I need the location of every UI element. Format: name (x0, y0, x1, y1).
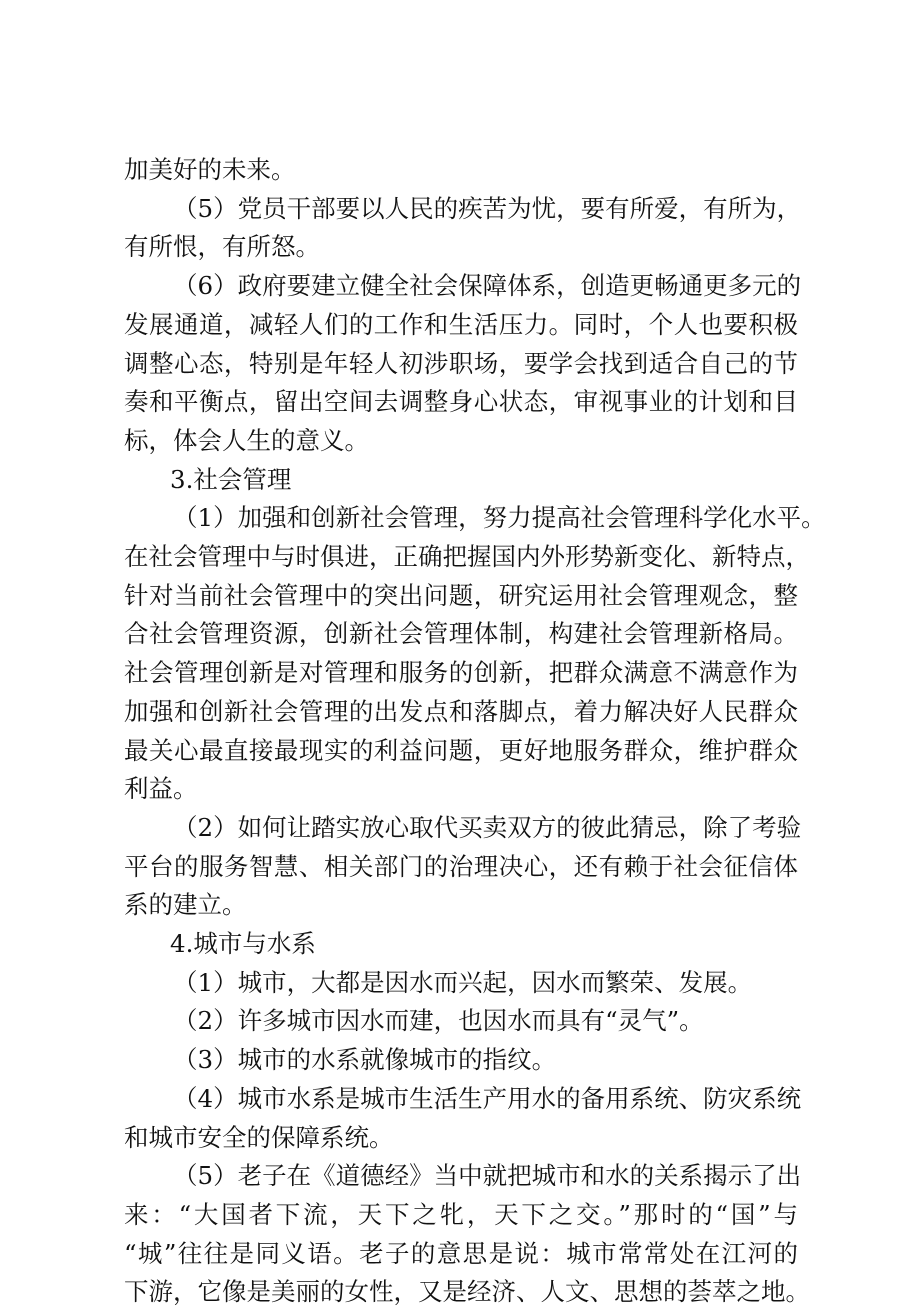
paragraph (124, 1041, 798, 1080)
paragraph (124, 1002, 798, 1041)
text-line: 系的建立。 (124, 890, 247, 920)
paragraph (124, 499, 826, 809)
paragraph (124, 190, 802, 267)
text-line: 合社会管理资源，创新社会管理体制，构建社会管理新格局。 (124, 619, 798, 649)
text-line: 奏和平衡点，留出空间去调整身心状态，审视事业的计划和目 (124, 387, 798, 417)
text-line: 利益。 (124, 774, 198, 804)
text-line: 标，体会人生的意义。 (124, 425, 369, 455)
text-line: 在社会管理中与时俱进，正确把握国内外形势新变化、新特点， (124, 542, 810, 572)
text-line: （5）老子在《道德经》当中就把城市和水的关系揭示了出 (173, 1161, 802, 1191)
text-line: 加强和创新社会管理的出发点和落脚点，着力解决好人民群众 (124, 696, 798, 726)
paragraph (124, 151, 798, 190)
text-line: 社会管理创新是对管理和服务的创新，把群众满意不满意作为 (124, 658, 798, 688)
text-line: （1）城市，大都是因水而兴起，因水而繁荣、发展。 (173, 967, 753, 997)
text-line: 发展通道，减轻人们的工作和生活压力。同时，个人也要积极 (124, 309, 798, 339)
paragraph (124, 267, 802, 461)
text-line: 下游，它像是美丽的女性，又是经济、人文、思想的荟萃之地。 (124, 1277, 810, 1307)
section-heading (124, 461, 798, 500)
text-line: 最关心最直接最现实的利益问题，更好地服务群众，维护群众 (124, 735, 798, 765)
text-line: 和城市安全的保障系统。 (124, 1122, 394, 1152)
text-line: 有所恨，有所怒。 (124, 232, 320, 262)
document-body (124, 151, 826, 1312)
text-line: （2）许多城市因水而建，也因水而具有“灵气”。 (173, 1006, 704, 1036)
text-line: （2）如何让踏实放心取代买卖双方的彼此猜忌，除了考验 (173, 812, 802, 842)
text-line: 4.城市与水系 (170, 929, 316, 959)
text-line: （1）加强和创新社会管理，努力提高社会管理科学化水平。 (173, 503, 826, 533)
text-line: 来：“大国者下流，天下之牝，天下之交。”那时的“国”与 (124, 1199, 798, 1229)
paragraph (124, 964, 798, 1003)
paragraph (124, 1080, 802, 1157)
text-line: 加美好的未来。 (124, 155, 296, 184)
text-line: 3.社会管理 (170, 464, 292, 494)
text-line: （6）政府要建立健全社会保障体系，创造更畅通更多元的 (173, 271, 802, 301)
text-line: （4）城市水系是城市生活生产用水的备用系统、防灾系统 (173, 1083, 802, 1113)
text-line: 针对当前社会管理中的突出问题，研究运用社会管理观念，整 (124, 580, 798, 610)
paragraph (124, 809, 802, 925)
section-heading (124, 925, 798, 964)
paragraph (124, 1157, 810, 1312)
text-line: （3）城市的水系就像城市的指纹。 (173, 1045, 557, 1075)
text-line: 平台的服务智慧、相关部门的治理决心，还有赖于社会征信体 (124, 851, 798, 881)
text-line: （5）党员干部要以人民的疾苦为忧，要有所爱，有所为， (173, 193, 802, 223)
text-line: “城”往往是同义语。老子的意思是说：城市常常处在江河的 (124, 1238, 798, 1268)
text-line: 调整心态，特别是年轻人初涉职场，要学会找到适合自己的节 (124, 348, 798, 378)
